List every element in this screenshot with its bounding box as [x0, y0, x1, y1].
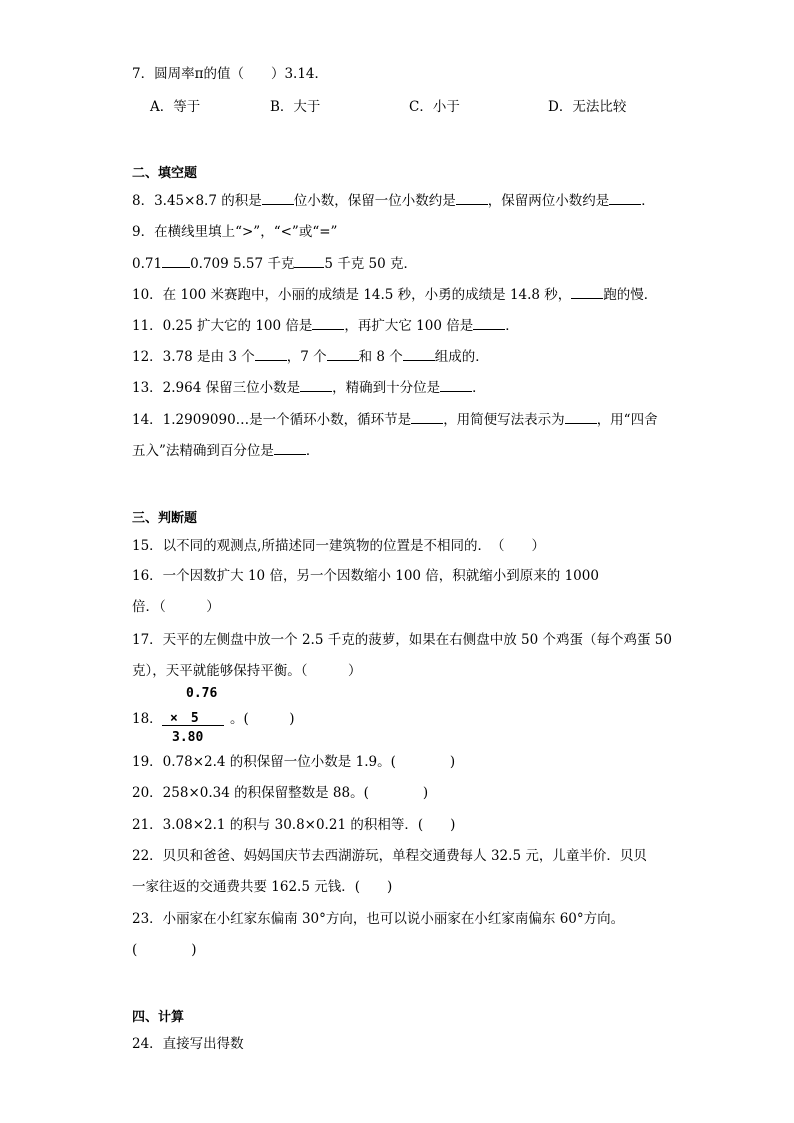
question-7-options [0, 97, 794, 117]
question-19: 19．0.78×2.4 的积保留一位小数是 1.9。( ) [132, 754, 456, 770]
question-23-cont: ( ) [132, 942, 197, 958]
section-judge-heading: 三、判断题 [132, 511, 198, 526]
option-d: D．无法比较 [548, 99, 627, 115]
question-13: 13．2.964 保留三位小数是 ，精确到十分位是 ． [132, 380, 486, 396]
question-16-cont: 倍．（ ） [132, 599, 220, 615]
answer-blank[interactable] [255, 348, 287, 361]
question-11: 11．0.25 扩大它的 100 倍是 ，再扩大它 100 倍是 ． [132, 318, 519, 334]
answer-blank[interactable] [162, 255, 190, 268]
question-18 [132, 683, 295, 749]
answer-blank[interactable] [312, 317, 344, 330]
answer-blank[interactable] [300, 379, 332, 392]
answer-blank[interactable] [327, 348, 359, 361]
answer-blank[interactable] [403, 348, 435, 361]
option-b: B．大于 [270, 99, 321, 115]
option-a: A．等于 [150, 99, 201, 115]
question-22-cont: 一家往返的交通费共要 162.5 元钱．( ) [132, 879, 393, 895]
question-16: 16．一个因数扩大 10 倍，另一个因数缩小 100 倍，积就缩小到原来的 1000 [132, 568, 599, 584]
question-17: 17．天平的左侧盘中放一个 2.5 千克的菠萝，如果在右侧盘中放 50 个鸡蛋（每个鸡蛋 50 [132, 632, 672, 648]
answer-blank[interactable] [473, 317, 505, 330]
question-20: 20．258×0.34 的积保留整数是 88。( ) [132, 785, 429, 801]
question-8: 8．3.45×8.7 的积是 位小数，保留一位小数约是 ，保留两位小数约是 ． [132, 193, 655, 209]
answer-blank[interactable] [571, 286, 603, 299]
question-14-cont: 五入”法精确到百分位是 ． [132, 443, 320, 459]
question-18-tail: 。( ) [230, 711, 295, 727]
question-23: 23．小丽家在小红家东偏南 30°方向，也可以说小丽家在小红家南偏东 60°方向。 [132, 911, 625, 927]
question-9-items: 0.71 0.709 5.57 千克 5 千克 50 克． [132, 256, 418, 272]
question-12: 12．3.78 是由 3 个 ，7 个 和 8 个 组成的． [132, 349, 489, 365]
section-fill-heading: 二、填空题 [132, 166, 198, 181]
answer-blank[interactable] [294, 255, 324, 268]
multiplier: × 5 [170, 711, 199, 726]
question-10: 10．在 100 米赛跑中，小丽的成绩是 14.5 秒，小勇的成绩是 14.8 秒， 跑的慢． [132, 287, 658, 303]
answer-blank[interactable] [440, 379, 472, 392]
answer-blank[interactable] [456, 192, 488, 205]
question-7: 7．圆周率π的值（ ）3.14． [132, 66, 329, 82]
product: 3.80 [172, 730, 204, 745]
question-22: 22．贝贝和爸爸、妈妈国庆节去西湖游玩，单程交通费每人 32.5 元，儿童半价．贝贝 [132, 848, 647, 864]
result-rule [162, 725, 224, 726]
question-9: 9．在横线里填上“>”，“<”或“=” [132, 224, 338, 240]
question-15: 15．以不同的观测点,所描述同一建筑物的位置是不相同的． （ ） [132, 538, 545, 554]
section-calc-heading: 四、计算 [132, 1010, 185, 1025]
answer-blank[interactable] [565, 411, 597, 424]
answer-blank[interactable] [274, 442, 306, 455]
answer-blank[interactable] [411, 411, 443, 424]
answer-blank[interactable] [609, 192, 641, 205]
question-17-cont: 克），天平就能够保持平衡。（ ） [132, 663, 362, 679]
question-14: 14．1.2909090…是一个循环小数，循环节是 ，用简便写法表示为 ，用“四舍 [132, 412, 658, 428]
multiplicand: 0.76 [186, 686, 218, 701]
question-21: 21．3.08×2.1 的积与 30.8×0.21 的积相等．( ) [132, 817, 456, 833]
question-18-label: 18． [132, 711, 163, 727]
question-24: 24．直接写出得数 [132, 1036, 244, 1052]
answer-blank[interactable] [262, 192, 294, 205]
option-c: C．小于 [409, 99, 460, 115]
